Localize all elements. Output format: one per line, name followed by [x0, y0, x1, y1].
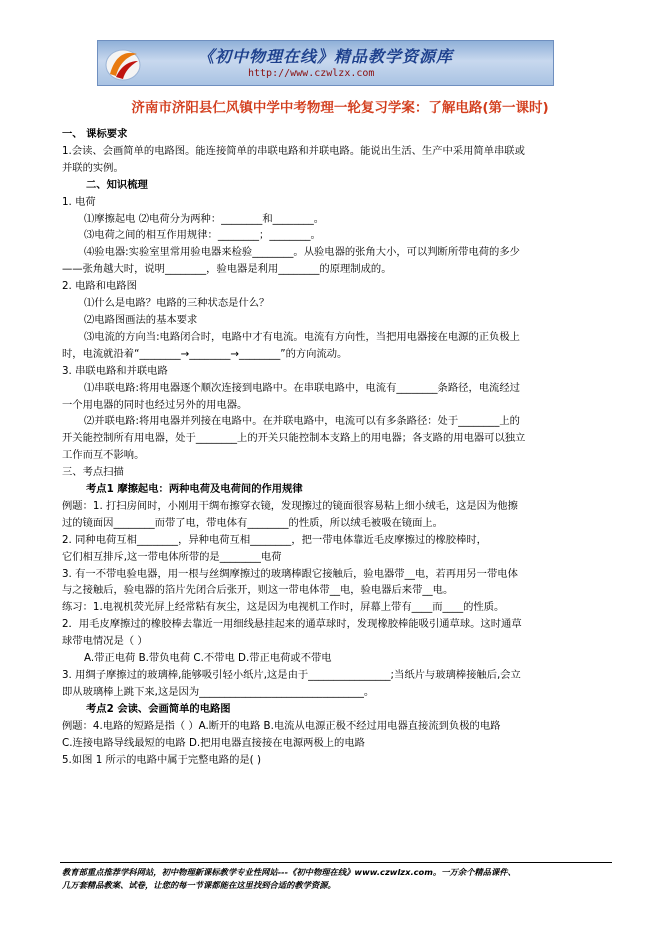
text-line: 时，电流就沿着“________→________→________”的方向流动。: [62, 347, 348, 360]
text-line: 练习：1.电视机荧光屏上经常粘有灰尘，这是因为电视机工作时，屏幕上带有____而____的性质。: [62, 601, 505, 614]
text-line: 1. 电荷: [62, 195, 96, 208]
text-line: 球带电情况是（ ）: [62, 635, 148, 648]
footer-line: 教育部重点推荐学科网站，初中物理新课标教学专业性网站---《初中物理在线》www.czwlzx.com。一万余个精品课件、: [62, 867, 516, 877]
text-line: 开关能控制所有用电器，处于________上的开关只能控制本支路上的用电器；各支路的用电器可以独立: [62, 432, 526, 445]
text-line: 考点2 会读、会画简单的电路图: [86, 702, 231, 715]
text-line: 3. 用绸子摩擦过的玻璃棒,能够吸引轻小纸片,这是由于________________;当纸片与玻璃棒接触后,会立: [62, 669, 521, 681]
text-line: 5.如图 1 所示的电路中属于完整电路的是( ): [62, 753, 261, 766]
text-line: 即从玻璃棒上跳下来,这是因为________________________________。: [62, 685, 375, 698]
text-line: 3. 串联电路和并联电路: [62, 364, 168, 377]
text-line: 并联的实例。: [62, 161, 124, 174]
text-line: 与之接触后，验电器的箔片先闭合后张开，则这一带电体带__电，验电器后来带__电。: [62, 584, 454, 597]
site-banner: [97, 40, 554, 86]
text-line: 例题：4.电路的短路是指（ ）A.断开的电路 B.电流从电源正极不经过用电器直接流到负极的电路: [62, 719, 501, 732]
text-line: 1.会读、会画简单的电路图。能连接简单的串联电路和并联电路。能说出生活、生产中采用简单串联或: [62, 144, 525, 157]
text-line: 2．用毛皮摩擦过的橡胶棒去靠近一用细线悬挂起来的通草球时，发现橡胶棒能吸引通草球。这时通草: [62, 618, 522, 631]
orange-swoosh-logo-icon: [103, 44, 143, 84]
text-line: 二、知识梳理: [86, 178, 148, 191]
text-line: 三、考点扫描: [62, 466, 124, 479]
text-line: ⑴串联电路:将用电器逐个顺次连接到电路中。在串联电路中，电流有________条路径，电流经过: [84, 381, 520, 394]
banner-title: 《初中物理在线》精品教学资源库: [198, 47, 454, 66]
text-line: 工作而互不影响。: [62, 449, 145, 462]
text-line: ⑵并联电路:将用电器并列接在电路中。在并联电路中，电流可以有多条路径：处于________上的: [84, 415, 520, 428]
text-line: 它们相互排斥,这一带电体所带的是________电荷: [62, 550, 282, 563]
text-line: ⑵电路图画法的基本要求: [84, 313, 198, 326]
footer: [62, 866, 612, 892]
text-line: 2. 同种电荷互相________，异种电荷互相________，把一带电体靠近毛皮摩擦过的橡胶棒时，: [62, 533, 487, 546]
footer-line: 几万套精品教案、试卷，让您的每一节课都能在这里找到合适的教学资源。: [62, 880, 336, 890]
text-line: 考点1 摩擦起电：两种电荷及电荷间的作用规律: [86, 483, 303, 496]
text-line: A.带正电荷 B.带负电荷 C.不带电 D.带正电荷或不带电: [84, 652, 332, 665]
text-line: ⑶电荷之间的相互作用规律：________；________。: [84, 229, 321, 242]
footer-divider: [60, 862, 612, 863]
text-line: ⑷验电器:实验室里常用验电器来检验________。从验电器的张角大小，可以判断所带电荷的多少: [84, 246, 520, 259]
text-line: 3. 有一不带电验电器，用一根与丝绸摩擦过的玻璃棒跟它接触后，验电器带__电，若再用另一带电体: [62, 567, 518, 580]
text-line: ⑴什么是电路？电路的三种状态是什么？: [84, 297, 270, 310]
banner-url[interactable]: http://www.czwlzx.com: [248, 68, 375, 79]
text-line: 例题：1. 打扫房间时，小刚用干绸布擦穿衣镜，发现擦过的镜面很容易粘上细小绒毛，这是因为他擦: [62, 499, 518, 512]
text-line: ——张角越大时，说明________，验电器是利用________的原理制成的。: [62, 263, 392, 276]
text-line: ⑶电流的方向当:电路闭合时，电路中才有电流。电流有方向性，当把用电器接在电源的正负极上: [84, 330, 520, 343]
page-title: 济南市济阳县仁风镇中学中考物理一轮复习学案：了解电路(第一课时): [131, 100, 549, 116]
text-line: ⑴摩擦起电 ⑵电荷分为两种：________和________。: [84, 212, 325, 225]
text-line: 2. 电路和电路图: [62, 280, 137, 293]
document-body: [62, 126, 610, 768]
text-line: 过的镜面因________而带了电，带电体有________的性质，所以绒毛被吸在镜面上。: [62, 516, 443, 529]
text-line: C.连接电路导线最短的电路 D.把用电器直接接在电源两极上的电路: [62, 736, 365, 749]
text-line: 一个用电器的同时也经过另外的用电器。: [62, 398, 248, 411]
text-line: 一、 课标要求: [62, 128, 128, 140]
